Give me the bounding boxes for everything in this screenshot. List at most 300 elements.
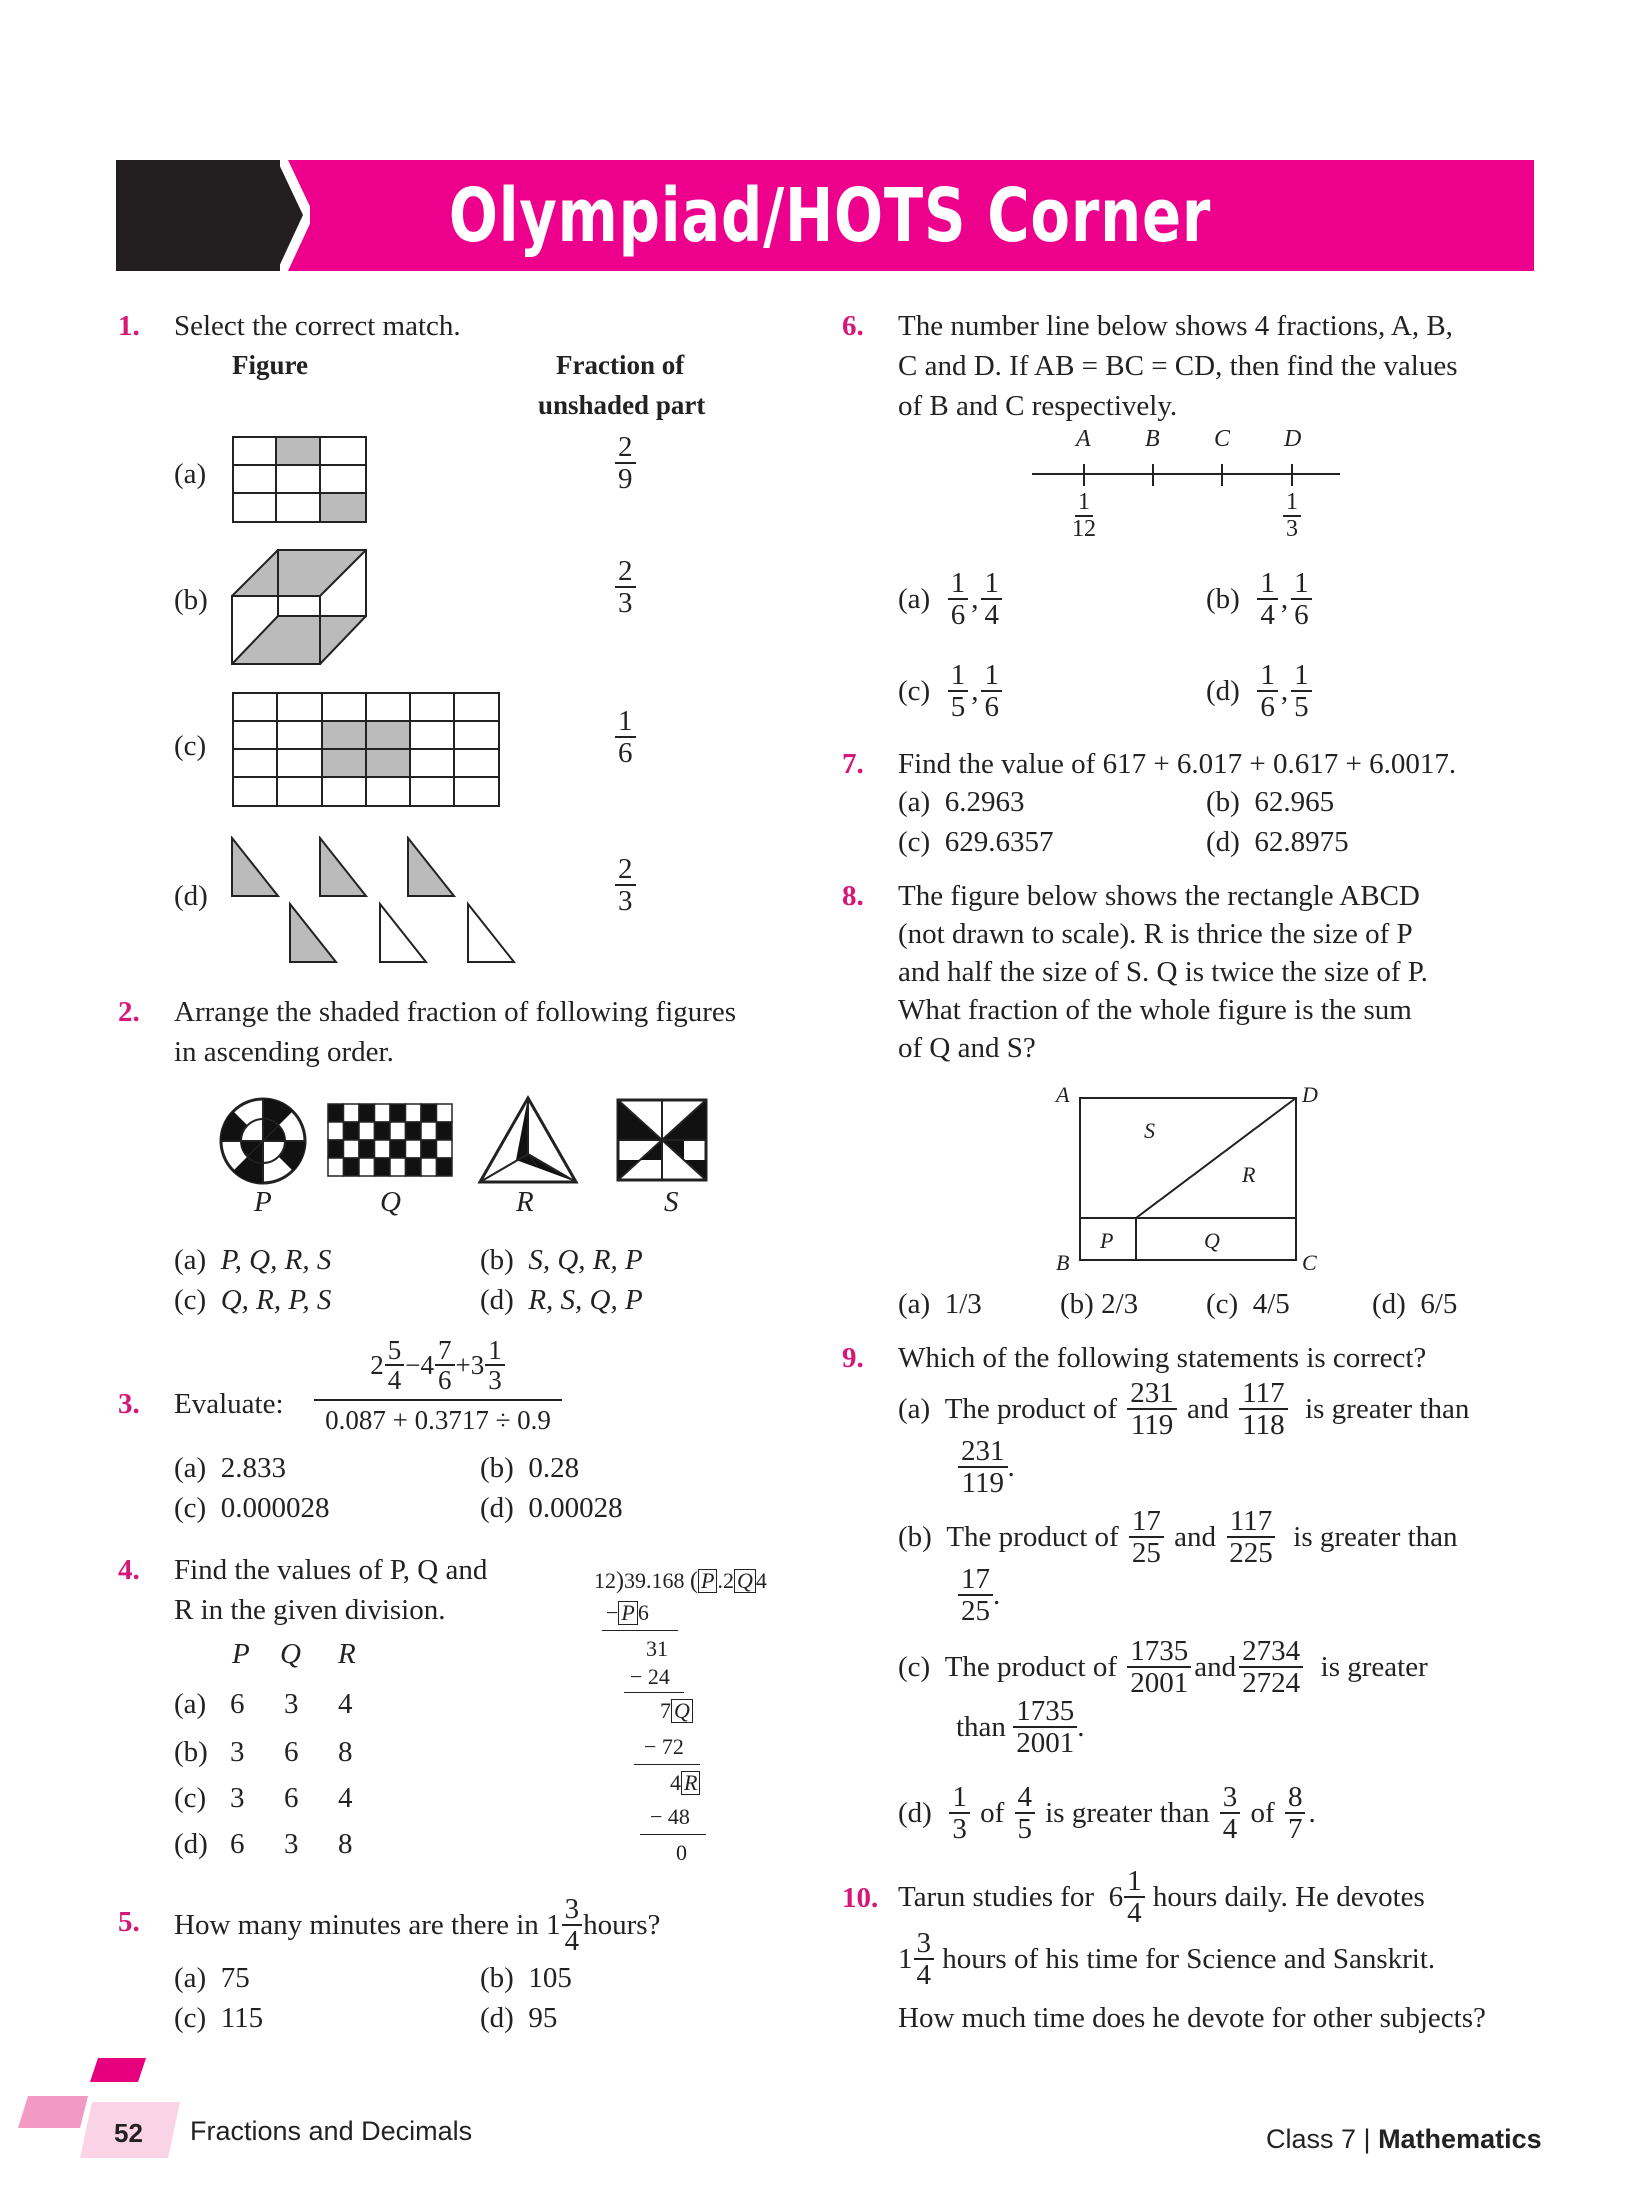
q4-number: 4.: [118, 1554, 140, 1586]
division-s2: − 24: [630, 1664, 670, 1689]
q4-col-q: Q: [280, 1638, 301, 1670]
q3-option-b-label: (b): [480, 1452, 514, 1484]
q3-w1: 2: [370, 1349, 384, 1380]
q9-c-n2: 2734: [1239, 1636, 1303, 1668]
q7-option-a-label: (a): [898, 786, 931, 818]
q6-a-d2: 4: [984, 599, 999, 632]
q6-option-b[interactable]: (b) $\frac{1}{4}$ , $\frac{1}{6}$: [1206, 568, 1315, 631]
checker-cell: [359, 1104, 375, 1122]
q3-d3: 3: [488, 1365, 502, 1396]
q8-label-r: R: [1242, 1162, 1256, 1187]
q3-option-d[interactable]: [480, 1492, 623, 1525]
q3-text: Evaluate:: [174, 1388, 284, 1420]
division-r2-pre: 7: [660, 1698, 671, 1723]
checker-cell: [406, 1158, 422, 1176]
q9-d-n3: 3: [1220, 1782, 1241, 1814]
checker-cell: [437, 1122, 453, 1140]
q10-line-2-text: hours of his time for Science and Sanskrit.: [942, 1943, 1436, 1976]
footer-class-subject: [1266, 2124, 1542, 2155]
q9-option-d[interactable]: [898, 1782, 1316, 1845]
q9-b-n3: 17: [958, 1564, 993, 1596]
q5-option-a[interactable]: [174, 1962, 250, 1995]
q9-c-n1: 1735: [1127, 1636, 1191, 1668]
q9-a-d3: 119: [961, 1467, 1004, 1500]
q6-line-1: The number line below shows 4 fractions, A, B,: [898, 310, 1453, 342]
q9-a-d1: 119: [1130, 1409, 1174, 1442]
q5-option-d-value: 95: [528, 2002, 558, 2034]
q7-option-a-value: 6.2963: [944, 786, 1025, 818]
division-dividend: 39.168: [624, 1568, 685, 1593]
q3-option-a-value: 2.833: [220, 1452, 286, 1484]
checker-cell: [437, 1158, 453, 1176]
q9-option-a[interactable]: [898, 1378, 1469, 1441]
q9-c-and: and: [1194, 1651, 1237, 1684]
q9-c-end: .: [1077, 1711, 1085, 1744]
q7-option-b-label: (b): [1206, 786, 1240, 818]
q2-option-c[interactable]: [174, 1284, 331, 1317]
checker-cell: [390, 1104, 406, 1122]
q5-text: [174, 1880, 660, 1970]
q4-option-b-r: 8: [338, 1736, 353, 1768]
q6-point-d: D: [1284, 426, 1302, 452]
q9-c-line2: [956, 1696, 1084, 1759]
division-r3-pre: 4: [670, 1770, 681, 1795]
q9-b-d2: 225: [1229, 1537, 1273, 1570]
q2-option-b[interactable]: [480, 1244, 643, 1277]
checker-cell: [437, 1140, 453, 1158]
q6-b-d1: 4: [1260, 599, 1275, 632]
q9-d-d2: 5: [1017, 1813, 1032, 1846]
q4-option-d-label: (d): [174, 1828, 208, 1860]
q10-line-2: [898, 1928, 1435, 1991]
q1-figure-c: [232, 692, 502, 808]
header-chevron-front: [274, 160, 310, 271]
q4-option-d-r: 8: [338, 1828, 353, 1860]
q10-line-1: [898, 1866, 1425, 1929]
q9-d-end: .: [1308, 1797, 1316, 1830]
q4-option-a-q: 3: [284, 1688, 299, 1720]
q5-whole: 1: [546, 1909, 561, 1941]
q1-row-c-num: 1: [615, 706, 636, 738]
checker-cell: [390, 1158, 406, 1176]
q9-c-d3: 2001: [1016, 1727, 1075, 1760]
checker-cell: [437, 1104, 453, 1122]
q9-a-n1: 231: [1127, 1378, 1177, 1410]
q6-d-n1: 1: [1257, 660, 1278, 692]
q5-option-a-label: (a): [174, 1962, 207, 1994]
q6-d-num: 1: [1283, 490, 1301, 517]
footer-decoration: [0, 2050, 190, 2200]
q4-option-d-q: 3: [284, 1828, 299, 1860]
q9-d-mid: is greater than: [1045, 1797, 1210, 1830]
q3-w2: 4: [420, 1349, 434, 1380]
q8-option-b-label: (b): [1060, 1288, 1094, 1320]
q7-option-c-value: 629.6357: [944, 826, 1054, 858]
q5-option-d[interactable]: [480, 2002, 557, 2035]
q6-option-c[interactable]: (c) $\frac{1}{5}$ , $\frac{1}{6}$: [898, 660, 1005, 723]
q8-label-q: Q: [1204, 1228, 1220, 1253]
q4-option-a-r: 4: [338, 1688, 353, 1720]
q2-text-2: in ascending order.: [174, 1036, 394, 1068]
q7-option-a[interactable]: [898, 786, 1024, 819]
checker-cell: [359, 1158, 375, 1176]
checker-cell: [344, 1140, 360, 1158]
q2-label-r: R: [516, 1186, 534, 1218]
q6-fraction-d: [1280, 490, 1304, 542]
division-divisor: 12: [594, 1568, 616, 1593]
checker-cell: [328, 1104, 344, 1122]
q6-option-d-label: (d): [1206, 675, 1240, 708]
q7-option-d[interactable]: [1206, 826, 1349, 859]
q2-figure-q-checker: [326, 1102, 454, 1178]
q4-option-b[interactable]: [174, 1736, 353, 1769]
q4-option-c[interactable]: [174, 1782, 353, 1815]
q7-option-c[interactable]: [898, 826, 1053, 859]
q6-option-c-label: (c): [898, 675, 931, 708]
q7-number: 7.: [842, 748, 864, 780]
q2-label-p: P: [254, 1186, 272, 1218]
q6-c-d2: 6: [984, 691, 999, 724]
q9-b-post: is greater than: [1293, 1521, 1458, 1554]
q5-option-c-label: (c): [174, 2002, 207, 2034]
q9-c-n3: 1735: [1013, 1696, 1077, 1728]
q6-option-d[interactable]: (d) $\frac{1}{6}$ , $\frac{1}{5}$: [1206, 660, 1315, 723]
q9-c-post: is greater: [1320, 1651, 1428, 1684]
q8-label-a: A: [1056, 1082, 1070, 1107]
q1-row-a-num: 2: [615, 432, 636, 464]
q6-a-n1: 1: [948, 568, 969, 600]
q8-option-c[interactable]: [1206, 1288, 1290, 1321]
q8-option-a-value: 1/3: [944, 1288, 982, 1320]
q9-b-end: .: [993, 1579, 1001, 1612]
q3-number: 3.: [118, 1388, 140, 1420]
q10-n1: 1: [1124, 1866, 1145, 1898]
q9-d-d1: 3: [952, 1813, 967, 1846]
q9-c-label: (c): [898, 1651, 931, 1684]
q8-number: 8.: [842, 880, 864, 912]
q8-option-d-label: (d): [1372, 1288, 1406, 1320]
division-s1-sign: −: [606, 1600, 619, 1625]
q9-a-d2: 118: [1242, 1409, 1285, 1442]
q10-d2: 4: [916, 1959, 931, 1992]
q2-figure-s-square: [616, 1098, 708, 1182]
q9-b-d3: 25: [961, 1595, 990, 1628]
q9-a-post: is greater than: [1305, 1393, 1470, 1426]
q9-c-pre: The product of: [944, 1651, 1118, 1684]
q5-option-b[interactable]: [480, 1962, 572, 1995]
q2-label-s: S: [664, 1186, 679, 1218]
checker-cell: [375, 1140, 391, 1158]
q4-option-b-q: 6: [284, 1736, 299, 1768]
q8-line-4: What fraction of the whole figure is the sum: [898, 994, 1412, 1026]
q1-col-fraction-1: Fraction of: [556, 350, 685, 380]
q4-option-a[interactable]: [174, 1688, 353, 1721]
division-s3: − 72: [644, 1734, 684, 1759]
q9-number: 9.: [842, 1342, 864, 1374]
q2-text-1: Arrange the shaded fraction of following figures: [174, 996, 737, 1028]
q6-d-d1: 6: [1260, 691, 1275, 724]
q9-d-of2: of: [1250, 1797, 1275, 1830]
checker-cell: [421, 1122, 437, 1140]
q8-label-s: S: [1144, 1118, 1155, 1143]
q6-point-b: B: [1145, 426, 1160, 452]
q7-text: Find the value of 617 + 6.017 + 0.617 + 6.0017.: [898, 748, 1457, 780]
q9-b-line2: [958, 1564, 1000, 1627]
q3-option-c-label: (c): [174, 1492, 207, 1524]
q6-fraction-a: [1066, 490, 1102, 542]
q9-b-n1: 17: [1129, 1506, 1164, 1538]
page-number: 52: [114, 2118, 143, 2148]
q1-row-a-fraction: [612, 432, 639, 495]
q4-option-a-label: (a): [174, 1688, 207, 1720]
q3-option-b[interactable]: [480, 1452, 579, 1485]
q2-option-b-value: S, Q, R, P: [528, 1244, 643, 1276]
q6-a-n2: 1: [981, 568, 1002, 600]
q5-option-c-value: 115: [220, 2002, 264, 2034]
q9-b-and: and: [1174, 1521, 1217, 1554]
q9-b-n2: 117: [1227, 1506, 1275, 1538]
class-label: Class 7 |: [1266, 2124, 1379, 2154]
checker-cell: [344, 1104, 360, 1122]
q2-figure-r-triangle: [476, 1094, 580, 1186]
q4-option-a-p: 6: [230, 1688, 245, 1720]
division-s4: − 48: [650, 1804, 690, 1829]
q4-option-d[interactable]: [174, 1828, 353, 1861]
checker-cell: [390, 1140, 406, 1158]
checker-cell: [328, 1140, 344, 1158]
q8-option-b-value: 2/3: [1101, 1288, 1139, 1320]
q1-col-figure: Figure: [232, 350, 308, 380]
q1-row-d-label: (d): [174, 880, 208, 912]
q1-col-fraction-2: unshaded part: [538, 390, 706, 420]
q2-number: 2.: [118, 996, 140, 1028]
q9-c-d1: 2001: [1130, 1667, 1189, 1700]
q10-d1: 4: [1127, 1897, 1142, 1930]
q9-d-d3: 4: [1222, 1813, 1238, 1846]
q2-option-d-label: (d): [480, 1284, 514, 1316]
q5-den: 4: [564, 1925, 580, 1957]
q10-pre: Tarun studies for: [898, 1881, 1095, 1914]
q5-num: 3: [562, 1894, 583, 1926]
q6-c-n2: 1: [981, 660, 1002, 692]
q7-option-c-label: (c): [898, 826, 931, 858]
q5-text-pre: How many minutes are there in: [174, 1909, 539, 1941]
q8-option-d[interactable]: [1372, 1288, 1457, 1321]
division-s1-end: 6: [637, 1600, 649, 1625]
q1-row-a-den: 9: [618, 463, 633, 496]
q1-row-d-fraction: [612, 854, 639, 917]
q3-d1: 4: [387, 1365, 402, 1396]
q10-number: 10.: [842, 1882, 879, 1914]
q9-a-n2: 117: [1239, 1378, 1287, 1410]
q9-a-n3: 231: [958, 1436, 1008, 1468]
q9-b-pre: The product of: [946, 1521, 1119, 1554]
q3-option-c[interactable]: [174, 1492, 329, 1525]
q9-a-and: and: [1187, 1393, 1229, 1426]
q3-option-a[interactable]: [174, 1452, 286, 1485]
checker-cell: [406, 1140, 422, 1158]
q9-a-end: .: [1007, 1451, 1015, 1484]
q8-option-d-value: 6/5: [1420, 1288, 1458, 1320]
q6-number-line: [1030, 462, 1342, 492]
q8-label-p: P: [1100, 1228, 1114, 1253]
q6-b-n1: 1: [1257, 568, 1278, 600]
division-r2-box-q: Q: [671, 1699, 693, 1723]
q9-a-pre: The product of: [944, 1393, 1118, 1426]
q6-option-a[interactable]: (a) $\frac{1}{6}$ , $\frac{1}{4}$: [898, 568, 1005, 631]
q6-a-num: 1: [1075, 490, 1093, 517]
checker-cell: [344, 1122, 360, 1140]
q3-d2: 6: [438, 1365, 452, 1396]
q6-c-n1: 1: [948, 660, 969, 692]
q10-mid: hours daily. He devotes: [1152, 1881, 1425, 1914]
q1-number: 1.: [118, 310, 140, 342]
q1-row-b-fraction: [612, 556, 639, 619]
q4-option-b-label: (b): [174, 1736, 208, 1768]
q3-op1: −: [405, 1349, 421, 1380]
division-rule-1: [602, 1630, 678, 1631]
q6-d-d2: 5: [1294, 691, 1309, 724]
q10-line-3: How much time does he devote for other subjects?: [898, 2002, 1486, 2034]
q1-row-b-num: 2: [615, 556, 636, 588]
q3-n3: 1: [485, 1336, 505, 1366]
q5-option-b-value: 105: [528, 1962, 572, 1994]
q1-row-b-label: (b): [174, 584, 208, 616]
q4-option-d-p: 6: [230, 1828, 245, 1860]
q8-option-a[interactable]: [898, 1288, 982, 1321]
q3-w3: 3: [470, 1349, 485, 1380]
q1-row-c-den: 6: [618, 737, 633, 770]
q6-line-2: C and D. If AB = BC = CD, then find the values: [898, 350, 1458, 382]
checker-cell: [390, 1122, 406, 1140]
q3-op2: +: [455, 1349, 471, 1380]
q2-option-a[interactable]: [174, 1244, 331, 1277]
q2-option-b-label: (b): [480, 1244, 514, 1276]
q3-numerator: [314, 1336, 562, 1401]
checker-cell: [421, 1104, 437, 1122]
checker-cell: [406, 1122, 422, 1140]
q7-option-b-value: 62.965: [1254, 786, 1335, 818]
checker-cell: [406, 1104, 422, 1122]
checker-cell: [421, 1158, 437, 1176]
q6-d-n2: 1: [1291, 660, 1312, 692]
q7-option-d-value: 62.8975: [1254, 826, 1349, 858]
q3-option-d-value: 0.00028: [528, 1492, 623, 1524]
q4-long-division: 12)39.168 ( P .2 Q 4 − P 6 31 − 24 7 Q − 72 4 R − 48 0: [594, 1568, 767, 1865]
q6-b-n2: 1: [1291, 568, 1312, 600]
q8-label-d: D: [1302, 1082, 1318, 1107]
q4-option-c-p: 3: [230, 1782, 245, 1814]
q9-d-n2: 4: [1015, 1782, 1036, 1814]
division-rule-4: [640, 1834, 706, 1835]
division-r1: 31: [646, 1636, 668, 1661]
checker-cell: [375, 1104, 391, 1122]
q1-row-d-num: 2: [615, 854, 636, 886]
checker-cell: [375, 1158, 391, 1176]
q4-text-2: R in the given division.: [174, 1594, 446, 1626]
checker-cell: [375, 1122, 391, 1140]
q3-option-b-value: 0.28: [528, 1452, 580, 1484]
q5-option-b-label: (b): [480, 1962, 514, 1994]
q6-option-b-label: (b): [1206, 583, 1240, 616]
q6-a-d1: 6: [950, 599, 966, 632]
q9-option-b[interactable]: [898, 1506, 1458, 1569]
q1-figure-b-cube: [230, 546, 370, 666]
q3-denominator: 0.087 + 0.3717 ÷ 0.9: [325, 1404, 551, 1435]
q9-d-n1: 1: [949, 1782, 970, 1814]
q4-col-r: R: [338, 1638, 356, 1670]
q2-label-q: Q: [380, 1186, 401, 1218]
q9-b-label: (b): [898, 1521, 932, 1554]
q3-option-d-label: (d): [480, 1492, 514, 1524]
chapter-title: Fractions and Decimals: [190, 2116, 473, 2146]
q2-option-d[interactable]: [480, 1284, 643, 1317]
checker-cell: [328, 1122, 344, 1140]
q4-option-c-r: 4: [338, 1782, 353, 1814]
q9-d-n4: 8: [1285, 1782, 1306, 1814]
q1-figure-a: [232, 436, 368, 524]
division-rule-3: [634, 1764, 700, 1765]
subject-label: Mathematics: [1378, 2124, 1542, 2154]
q5-text-post: hours?: [583, 1909, 661, 1941]
q8-option-b[interactable]: [1060, 1288, 1138, 1321]
q9-d-label: (d): [898, 1797, 932, 1830]
q6-b-d2: 6: [1294, 599, 1309, 632]
q2-option-a-label: (a): [174, 1244, 207, 1276]
q9-text: Which of the following statements is correct?: [898, 1342, 1427, 1374]
q2-option-a-value: P, Q, R, S: [220, 1244, 332, 1276]
q2-option-c-value: Q, R, P, S: [220, 1284, 332, 1316]
checker-cell: [359, 1122, 375, 1140]
q8-line-5: of Q and S?: [898, 1032, 1036, 1064]
q2-figure-p-circle: [218, 1096, 308, 1186]
q8-line-3: and half the size of S. Q is twice the size of P.: [898, 956, 1428, 988]
q9-c-d2: 2724: [1242, 1667, 1301, 1700]
q8-line-1: The figure below shows the rectangle ABCD: [898, 880, 1420, 912]
q9-a-label: (a): [898, 1393, 931, 1426]
q1-row-a-label: (a): [174, 458, 207, 490]
q7-option-b[interactable]: [1206, 786, 1334, 819]
q1-row-c-fraction: [612, 706, 639, 769]
q8-option-c-label: (c): [1206, 1288, 1239, 1320]
q3-expression: [314, 1336, 562, 1434]
q9-d-d4: 7: [1287, 1813, 1303, 1846]
q10-w1: 6: [1108, 1881, 1124, 1914]
division-rule-2: [624, 1692, 684, 1693]
q9-a-line2: [958, 1436, 1015, 1499]
q9-b-d1: 25: [1131, 1537, 1161, 1570]
checker-cell: [344, 1158, 360, 1176]
q6-line-3: of B and C respectively.: [898, 390, 1178, 422]
q1-text: Select the correct match.: [174, 310, 461, 342]
division-r4: 0: [676, 1840, 687, 1865]
division-r3-box-r: R: [681, 1771, 700, 1795]
q1-row-c-label: (c): [174, 730, 207, 762]
q4-col-p: P: [232, 1638, 250, 1670]
q6-a-den: 12: [1072, 516, 1096, 543]
q1-figure-d-triangles: [228, 836, 520, 966]
q2-option-d-value: R, S, Q, P: [528, 1284, 643, 1316]
q6-option-a-label: (a): [898, 583, 931, 616]
q4-option-c-label: (c): [174, 1782, 207, 1814]
q5-option-c[interactable]: [174, 2002, 263, 2035]
q3-n2: 7: [435, 1336, 455, 1366]
q9-option-c[interactable]: [898, 1636, 1428, 1699]
q1-row-d-den: 3: [618, 885, 633, 918]
q8-line-2: (not drawn to scale). R is thrice the size of P: [898, 918, 1413, 950]
q8-label-b: B: [1056, 1250, 1070, 1275]
q7-option-d-label: (d): [1206, 826, 1240, 858]
